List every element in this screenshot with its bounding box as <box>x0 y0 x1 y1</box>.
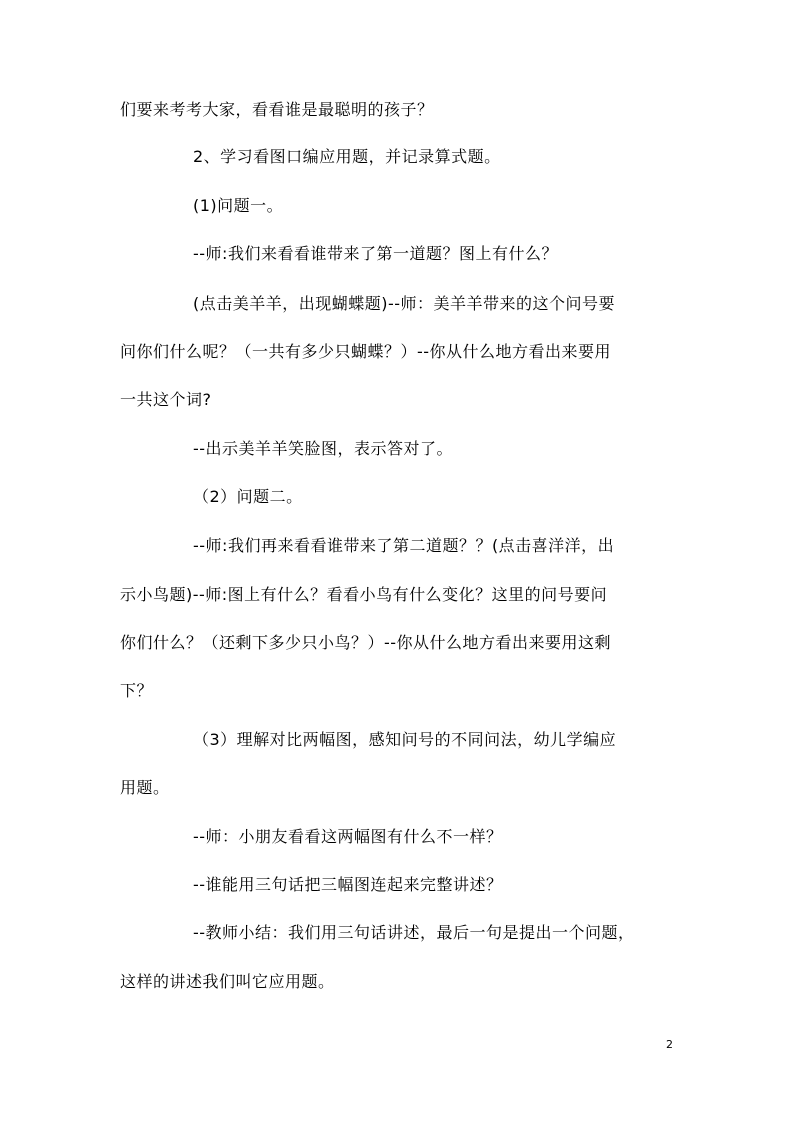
text-line: 们要来考考大家，看看谁是最聪明的孩子？ <box>120 100 434 119</box>
text-line: --谁能用三句话把三幅图连起来完整讲述？ <box>193 875 503 894</box>
text-line: (1)问题一。 <box>193 196 284 215</box>
text-line: --师：小朋友看看这两幅图有什么不一样？ <box>193 827 503 846</box>
text-line: --师:我们来看看谁带来了第一道题？图上有什么？ <box>193 244 558 263</box>
page-number: 2 <box>666 1038 673 1051</box>
text-line: 示小鸟题)--师:图上有什么？看看小鸟有什么变化？这里的问号要问 <box>120 585 608 604</box>
text-line: （2）问题二。 <box>193 487 303 506</box>
text-line: --教师小结：我们用三句话讲述，最后一句是提出一个问题， <box>193 923 635 942</box>
text-line: 2、学习看图口编应用题，并记录算式题。 <box>193 147 501 166</box>
text-line: --师:我们再来看看谁带来了第二道题？？(点击喜洋洋，出 <box>193 536 615 555</box>
text-line: 问你们什么呢？（一共有多少只蝴蝶？）--你从什么地方看出来要用 <box>120 342 612 361</box>
text-line: （3）理解对比两幅图，感知问号的不同问法，幼儿学编应 <box>193 730 617 749</box>
text-line: 这样的讲述我们叫它应用题。 <box>120 972 335 991</box>
text-line: --出示美羊羊笑脸图，表示答对了。 <box>193 439 454 458</box>
text-line: 你们什么？（还剩下多少只小鸟？）--你从什么地方看出来要用这剩 <box>120 633 612 652</box>
text-line: 一共这个词? <box>120 390 212 409</box>
text-line: 用题。 <box>120 778 170 797</box>
text-line: (点击美羊羊，出现蝴蝶题)--师：美羊羊带来的这个问号要 <box>193 294 616 313</box>
text-line: 下？ <box>120 681 154 700</box>
